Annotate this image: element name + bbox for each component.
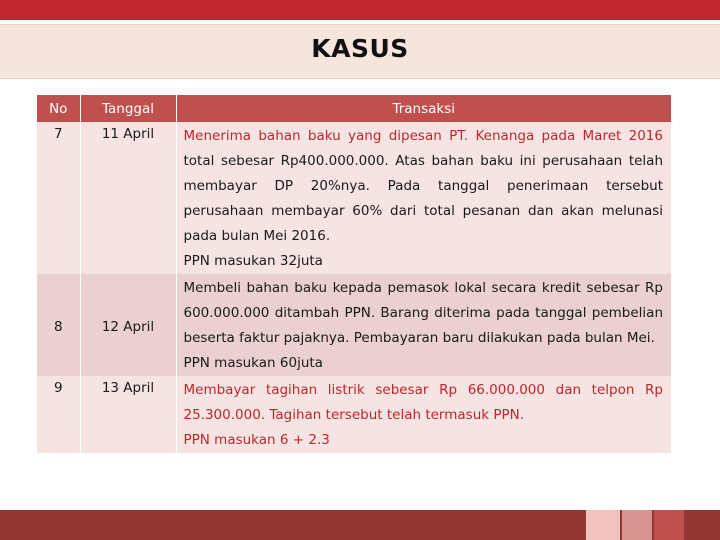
ppn-note: PPN masukan 6 + 2.3 xyxy=(183,432,330,448)
footer-block xyxy=(586,510,620,540)
header-date: Tanggal xyxy=(80,95,176,122)
transaction-text: Membeli bahan baku kepada pemasok lokal secara kredit sebesar Rp 600.000.000 ditambah PPN. Barang diterima pada tanggal pembelian beserta faktur pajaknya. Pembayaran baru dilakukan pada bulan Mei. xyxy=(183,280,663,346)
footer-block xyxy=(654,510,684,540)
table-header-row xyxy=(37,95,671,122)
transaction-text-highlight: Menerima bahan baku yang dipesan PT. Kenanga pada Maret 2016 xyxy=(183,128,663,144)
row-date: 13 April xyxy=(80,376,176,453)
table-row xyxy=(37,122,671,274)
row-number: 7 xyxy=(37,122,80,274)
row-transaction xyxy=(176,122,671,274)
row-number: 8 xyxy=(37,274,80,376)
row-transaction xyxy=(176,376,671,453)
transaction-text: Membayar tagihan listrik sebesar Rp 66.000.000 dan telpon Rp 25.300.000. Tagihan tersebut telah termasuk PPN. xyxy=(183,382,663,423)
row-date: 11 April xyxy=(80,122,176,274)
header-transaction: Transaksi xyxy=(176,95,671,122)
ppn-note: PPN masukan 60juta xyxy=(183,355,323,371)
transaction-text-rest: total sebesar Rp400.000.000. Atas bahan baku ini perusahaan telah membayar DP 20%nya. Pada tanggal penerimaan tersebut perusahaan membayar 60% dari total pesanan dan akan melunasi pada bulan Mei 2016. xyxy=(183,153,663,244)
table-row xyxy=(37,274,671,376)
ppn-note: PPN masukan 32juta xyxy=(183,253,323,269)
case-table xyxy=(37,95,671,453)
table-row xyxy=(37,376,671,453)
slide-title: KASUS xyxy=(311,34,409,63)
footer-block xyxy=(686,510,720,540)
row-number: 9 xyxy=(37,376,80,453)
row-transaction xyxy=(176,274,671,376)
footer-block xyxy=(622,510,652,540)
transaction-text xyxy=(184,124,664,249)
row-date: 12 April xyxy=(80,274,176,376)
header-no: No xyxy=(37,95,80,122)
top-accent-bar xyxy=(0,0,720,20)
